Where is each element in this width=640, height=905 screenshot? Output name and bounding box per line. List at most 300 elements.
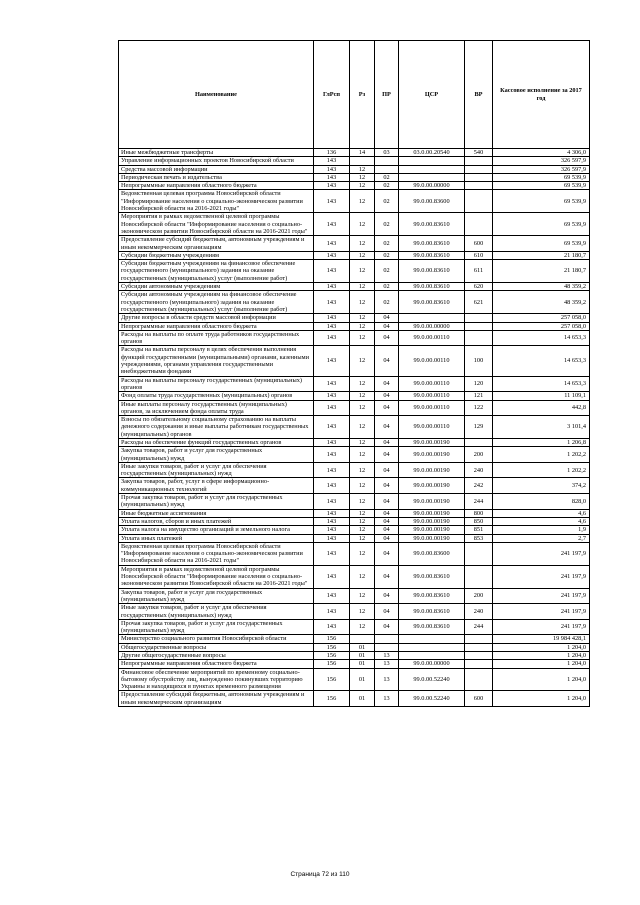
cell-name: Субсидии бюджетным учреждениям xyxy=(119,251,314,259)
cell-vr xyxy=(465,438,493,446)
cell-pr: 04 xyxy=(375,314,399,322)
cell-grs: 143 xyxy=(314,376,350,392)
cell-rz: 12 xyxy=(350,416,375,439)
cell-rz: 12 xyxy=(350,588,375,604)
cell-vr xyxy=(465,660,493,668)
cell-name: Общегосударственные вопросы xyxy=(119,643,314,651)
table-row xyxy=(119,322,590,330)
cell-sum: 69 539,9 xyxy=(493,213,590,236)
cell-csr: 99.0.00.83610 xyxy=(399,291,465,314)
cell-grs: 156 xyxy=(314,635,350,643)
cell-grs: 143 xyxy=(314,190,350,213)
cell-sum: 241 197,9 xyxy=(493,542,590,565)
cell-grs: 156 xyxy=(314,668,350,691)
cell-pr: 02 xyxy=(375,283,399,291)
cell-csr: 99.0.00.00110 xyxy=(399,346,465,376)
cell-vr xyxy=(465,652,493,660)
cell-sum: 241 197,9 xyxy=(493,619,590,635)
cell-rz: 12 xyxy=(350,447,375,463)
cell-vr: 129 xyxy=(465,416,493,439)
cell-csr: 99.0.00.00110 xyxy=(399,330,465,346)
cell-sum: 828,0 xyxy=(493,494,590,510)
cell-pr: 04 xyxy=(375,565,399,588)
cell-pr: 02 xyxy=(375,236,399,252)
cell-grs: 143 xyxy=(314,494,350,510)
cell-rz: 12 xyxy=(350,330,375,346)
cell-sum: 1 204,0 xyxy=(493,668,590,691)
table-row xyxy=(119,182,590,190)
cell-rz: 01 xyxy=(350,652,375,660)
cell-csr: 99.0.00.00110 xyxy=(399,416,465,439)
cell-name: Непрограммные направления областного бюджета xyxy=(119,660,314,668)
table-row xyxy=(119,157,590,165)
cell-csr xyxy=(399,635,465,643)
cell-grs: 143 xyxy=(314,462,350,478)
cell-sum: 69 539,9 xyxy=(493,236,590,252)
table-row xyxy=(119,438,590,446)
cell-grs: 143 xyxy=(314,157,350,165)
cell-name: Периодическая печать и издательства xyxy=(119,173,314,181)
cell-rz: 12 xyxy=(350,565,375,588)
cell-rz: 12 xyxy=(350,509,375,517)
cell-vr xyxy=(465,643,493,651)
cell-sum: 257 058,0 xyxy=(493,314,590,322)
cell-pr: 04 xyxy=(375,416,399,439)
cell-vr: 851 xyxy=(465,526,493,534)
header-csr: ЦСР xyxy=(399,41,465,149)
cell-csr: 99.0.00.83610 xyxy=(399,565,465,588)
cell-pr xyxy=(375,635,399,643)
cell-rz xyxy=(350,635,375,643)
cell-sum: 374,2 xyxy=(493,478,590,494)
cell-pr: 04 xyxy=(375,330,399,346)
header-grs: ГлРсп xyxy=(314,41,350,149)
cell-sum: 1 204,0 xyxy=(493,643,590,651)
cell-name: Ведомственная целевая программа Новосибирской области "Информирование населения о социально-экономическом развитии Новосибирской области на 2016-2021 годы" xyxy=(119,190,314,213)
cell-sum: 4 306,0 xyxy=(493,149,590,157)
cell-rz: 12 xyxy=(350,400,375,416)
cell-rz: 12 xyxy=(350,392,375,400)
cell-name: Мероприятия в рамках ведомственной целевой программы Новосибирской области "Информирование населения о социально-экономическом развитии Новосибирской области на 2016-2021 годы" xyxy=(119,213,314,236)
cell-vr xyxy=(465,635,493,643)
table-row xyxy=(119,260,590,283)
cell-name: Прочая закупка товаров, работ и услуг для государственных (муниципальных) нужд xyxy=(119,494,314,510)
cell-vr xyxy=(465,565,493,588)
cell-csr: 99.0.00.00190 xyxy=(399,462,465,478)
cell-vr xyxy=(465,314,493,322)
table-row xyxy=(119,251,590,259)
cell-grs: 143 xyxy=(314,534,350,542)
cell-sum: 1 204,0 xyxy=(493,660,590,668)
cell-sum: 11 109,1 xyxy=(493,392,590,400)
cell-pr xyxy=(375,643,399,651)
header-rz: Рз xyxy=(350,41,375,149)
table-row xyxy=(119,604,590,620)
cell-csr: 99.0.00.83610 xyxy=(399,213,465,236)
page-number: Страница 72 из 110 xyxy=(290,871,350,878)
cell-csr: 99.0.00.00190 xyxy=(399,509,465,517)
cell-csr: 99.0.00.83600 xyxy=(399,190,465,213)
table-row xyxy=(119,236,590,252)
cell-rz: 12 xyxy=(350,173,375,181)
cell-pr: 04 xyxy=(375,438,399,446)
cell-grs: 143 xyxy=(314,509,350,517)
cell-grs: 156 xyxy=(314,691,350,707)
cell-sum: 21 180,7 xyxy=(493,260,590,283)
cell-sum: 4,6 xyxy=(493,517,590,525)
cell-pr: 04 xyxy=(375,322,399,330)
cell-csr: 99.0.00.00190 xyxy=(399,447,465,463)
cell-grs: 156 xyxy=(314,652,350,660)
table-row xyxy=(119,330,590,346)
cell-grs: 143 xyxy=(314,182,350,190)
cell-name: Закупка товаров, работ, услуг в сфере информационно-коммуникационных технологий xyxy=(119,478,314,494)
cell-grs: 143 xyxy=(314,542,350,565)
cell-vr xyxy=(465,213,493,236)
cell-grs: 143 xyxy=(314,416,350,439)
cell-grs: 143 xyxy=(314,173,350,181)
table-row xyxy=(119,291,590,314)
table-row xyxy=(119,660,590,668)
cell-pr: 02 xyxy=(375,213,399,236)
cell-grs: 143 xyxy=(314,438,350,446)
cell-csr: 99.0.00.83610 xyxy=(399,236,465,252)
table-row xyxy=(119,494,590,510)
cell-sum: 69 539,9 xyxy=(493,173,590,181)
cell-sum: 1 206,8 xyxy=(493,438,590,446)
cell-name: Иные бюджетные ассигнования xyxy=(119,509,314,517)
cell-name: Субсидии автономным учреждениям на финансовое обеспечение государственного (муниципального) задания на оказание государственных (муниципальных) услуг (выполнение работ) xyxy=(119,291,314,314)
cell-pr: 04 xyxy=(375,400,399,416)
cell-csr xyxy=(399,643,465,651)
table-row xyxy=(119,149,590,157)
cell-rz: 12 xyxy=(350,534,375,542)
cell-grs: 143 xyxy=(314,213,350,236)
cell-grs: 156 xyxy=(314,660,350,668)
cell-pr: 02 xyxy=(375,190,399,213)
cell-name: Ведомственная целевая программа Новосибирской области "Информирование населения о социально-экономическом развитии Новосибирской области на 2016-2021 годы" xyxy=(119,542,314,565)
cell-pr: 13 xyxy=(375,652,399,660)
cell-csr: 99.0.00.00110 xyxy=(399,392,465,400)
table-row xyxy=(119,643,590,651)
cell-pr: 04 xyxy=(375,509,399,517)
cell-csr: 99.0.00.83610 xyxy=(399,588,465,604)
table-row xyxy=(119,509,590,517)
cell-sum: 48 359,2 xyxy=(493,291,590,314)
cell-vr: 242 xyxy=(465,478,493,494)
cell-sum: 326 597,9 xyxy=(493,165,590,173)
cell-pr: 02 xyxy=(375,173,399,181)
cell-sum: 241 197,9 xyxy=(493,565,590,588)
cell-vr: 122 xyxy=(465,400,493,416)
table-row xyxy=(119,283,590,291)
table-row xyxy=(119,534,590,542)
cell-grs: 143 xyxy=(314,346,350,376)
cell-sum: 241 197,9 xyxy=(493,588,590,604)
cell-pr: 04 xyxy=(375,494,399,510)
cell-rz: 12 xyxy=(350,346,375,376)
cell-sum: 241 197,9 xyxy=(493,604,590,620)
cell-vr: 620 xyxy=(465,283,493,291)
cell-vr: 540 xyxy=(465,149,493,157)
cell-sum: 1 204,0 xyxy=(493,652,590,660)
cell-sum: 326 597,9 xyxy=(493,157,590,165)
cell-grs: 143 xyxy=(314,619,350,635)
cell-pr: 04 xyxy=(375,526,399,534)
cell-pr: 13 xyxy=(375,660,399,668)
cell-pr: 04 xyxy=(375,588,399,604)
cell-grs: 143 xyxy=(314,392,350,400)
cell-csr: 99.0.00.00110 xyxy=(399,400,465,416)
cell-name: Предоставление субсидий бюджетным, автономным учреждениям и иным некоммерческим организациям xyxy=(119,236,314,252)
table-row xyxy=(119,165,590,173)
cell-name: Иные закупки товаров, работ и услуг для обеспечения государственных (муниципальных) нужд xyxy=(119,462,314,478)
table-row xyxy=(119,416,590,439)
cell-rz: 12 xyxy=(350,462,375,478)
cell-vr xyxy=(465,165,493,173)
cell-grs: 143 xyxy=(314,283,350,291)
table-row xyxy=(119,462,590,478)
cell-vr xyxy=(465,330,493,346)
cell-rz: 12 xyxy=(350,376,375,392)
cell-rz: 12 xyxy=(350,190,375,213)
cell-sum: 4,6 xyxy=(493,509,590,517)
cell-name: Иные выплаты персоналу государственных (муниципальных) органов, за исключением фонда оплаты труда xyxy=(119,400,314,416)
cell-name: Взносы по обязательному социальному страхованию на выплаты денежного содержания и иные выплаты работникам государственных (муниципальных) органов xyxy=(119,416,314,439)
cell-vr: 100 xyxy=(465,346,493,376)
cell-csr: 99.0.00.00000 xyxy=(399,182,465,190)
cell-name: Закупка товаров, работ и услуг для государственных (муниципальных) нужд xyxy=(119,588,314,604)
cell-name: Субсидии автономным учреждениям xyxy=(119,283,314,291)
cell-csr: 99.0.00.83610 xyxy=(399,251,465,259)
cell-sum: 21 180,7 xyxy=(493,251,590,259)
cell-pr: 04 xyxy=(375,392,399,400)
cell-rz: 12 xyxy=(350,322,375,330)
cell-vr xyxy=(465,542,493,565)
cell-rz: 12 xyxy=(350,542,375,565)
cell-rz: 14 xyxy=(350,149,375,157)
cell-rz: 12 xyxy=(350,260,375,283)
cell-sum: 1,9 xyxy=(493,526,590,534)
cell-vr: 600 xyxy=(465,691,493,707)
table-row xyxy=(119,392,590,400)
cell-pr xyxy=(375,157,399,165)
cell-csr: 99.0.00.00190 xyxy=(399,517,465,525)
cell-pr: 13 xyxy=(375,691,399,707)
table-row xyxy=(119,652,590,660)
cell-name: Другие вопросы в области средств массовой информации xyxy=(119,314,314,322)
cell-vr: 244 xyxy=(465,494,493,510)
cell-csr: 99.0.00.00190 xyxy=(399,526,465,534)
cell-sum: 257 058,0 xyxy=(493,322,590,330)
cell-csr: 99.0.00.00190 xyxy=(399,478,465,494)
cell-name: Расходы на обеспечение функций государственных органов xyxy=(119,438,314,446)
cell-csr xyxy=(399,157,465,165)
cell-vr: 121 xyxy=(465,392,493,400)
cell-sum: 14 653,3 xyxy=(493,330,590,346)
cell-csr: 99.0.00.00190 xyxy=(399,494,465,510)
cell-pr: 02 xyxy=(375,260,399,283)
cell-vr xyxy=(465,173,493,181)
cell-pr: 02 xyxy=(375,182,399,190)
cell-rz: 01 xyxy=(350,660,375,668)
cell-name: Непрограммные направления областного бюджета xyxy=(119,322,314,330)
cell-vr: 120 xyxy=(465,376,493,392)
cell-csr: 99.0.00.00000 xyxy=(399,660,465,668)
budget-table xyxy=(118,40,590,707)
cell-vr: 244 xyxy=(465,619,493,635)
cell-sum: 2,7 xyxy=(493,534,590,542)
cell-csr: 99.0.00.52240 xyxy=(399,691,465,707)
cell-name: Уплата налога на имущество организаций и земельного налога xyxy=(119,526,314,534)
table-body xyxy=(119,149,590,707)
cell-sum: 14 653,3 xyxy=(493,346,590,376)
cell-name: Другие общегосударственные вопросы xyxy=(119,652,314,660)
cell-name: Министерство социального развития Новосибирской области xyxy=(119,635,314,643)
cell-rz: 12 xyxy=(350,314,375,322)
table-row xyxy=(119,478,590,494)
cell-grs: 143 xyxy=(314,251,350,259)
cell-grs: 143 xyxy=(314,330,350,346)
cell-name: Уплата иных платежей xyxy=(119,534,314,542)
table-row xyxy=(119,588,590,604)
cell-pr: 13 xyxy=(375,668,399,691)
cell-vr: 610 xyxy=(465,251,493,259)
cell-grs: 143 xyxy=(314,236,350,252)
header-vr: ВР xyxy=(465,41,493,149)
cell-sum: 442,8 xyxy=(493,400,590,416)
cell-csr: 99.0.00.83610 xyxy=(399,260,465,283)
cell-pr xyxy=(375,165,399,173)
cell-csr: 99.0.00.00190 xyxy=(399,534,465,542)
cell-vr: 240 xyxy=(465,604,493,620)
cell-grs: 143 xyxy=(314,588,350,604)
cell-vr xyxy=(465,157,493,165)
cell-name: Субсидии бюджетным учреждениям на финансовое обеспечение государственного (муниципального) задания на оказание государственных (муниципальных) услуг (выполнение работ) xyxy=(119,260,314,283)
table-row xyxy=(119,346,590,376)
cell-rz: 01 xyxy=(350,643,375,651)
cell-pr: 04 xyxy=(375,478,399,494)
cell-csr xyxy=(399,165,465,173)
cell-grs: 143 xyxy=(314,322,350,330)
header-sum: Кассовое исполнение за 2017 год xyxy=(493,41,590,149)
cell-pr: 04 xyxy=(375,376,399,392)
cell-vr xyxy=(465,668,493,691)
cell-csr: 99.0.00.00000 xyxy=(399,322,465,330)
cell-vr xyxy=(465,322,493,330)
cell-rz: 12 xyxy=(350,283,375,291)
cell-rz: 12 xyxy=(350,213,375,236)
cell-name: Предоставление субсидий бюджетным, автономным учреждениям и иным некоммерческим организациям xyxy=(119,691,314,707)
cell-grs: 143 xyxy=(314,314,350,322)
cell-rz: 12 xyxy=(350,182,375,190)
header-name: Наименование xyxy=(119,41,314,149)
cell-name: Закупка товаров, работ и услуг для государственных (муниципальных) нужд xyxy=(119,447,314,463)
header-pr: ПР xyxy=(375,41,399,149)
cell-vr: 853 xyxy=(465,534,493,542)
cell-rz: 01 xyxy=(350,691,375,707)
cell-vr: 200 xyxy=(465,588,493,604)
cell-sum: 69 539,9 xyxy=(493,182,590,190)
cell-rz: 12 xyxy=(350,438,375,446)
cell-name: Уплата налогов, сборов и иных платежей xyxy=(119,517,314,525)
cell-grs: 143 xyxy=(314,447,350,463)
table-row xyxy=(119,526,590,534)
cell-csr: 99.0.00.83610 xyxy=(399,619,465,635)
cell-vr: 800 xyxy=(465,509,493,517)
cell-pr: 04 xyxy=(375,534,399,542)
cell-csr: 03.0.00.20540 xyxy=(399,149,465,157)
cell-rz: 12 xyxy=(350,517,375,525)
cell-rz: 12 xyxy=(350,291,375,314)
cell-pr: 04 xyxy=(375,517,399,525)
cell-vr: 240 xyxy=(465,462,493,478)
cell-name: Финансовое обеспечение мероприятий по временному социально-бытовому обустройству лиц, вынужденно покинувших территорию Украины и находящихся в пунктах временного размещения xyxy=(119,668,314,691)
table-row xyxy=(119,542,590,565)
cell-pr: 04 xyxy=(375,447,399,463)
table-row xyxy=(119,376,590,392)
cell-sum: 19 984 428,1 xyxy=(493,635,590,643)
table-row xyxy=(119,517,590,525)
table-row xyxy=(119,400,590,416)
cell-name: Расходы на выплаты персоналу в целях обеспечения выполнения функций государственными (муниципальными) органами, казенными учреждениями, органами управления государственными внебюджетными фондами xyxy=(119,346,314,376)
cell-csr: 99.0.00.52240 xyxy=(399,668,465,691)
cell-name: Прочая закупка товаров, работ и услуг для государственных (муниципальных) нужд xyxy=(119,619,314,635)
cell-name: Мероприятия в рамках ведомственной целевой программы Новосибирской области "Информирование населения о социально-экономическом развитии Новосибирской области на 2016-2021 годы" xyxy=(119,565,314,588)
cell-grs: 143 xyxy=(314,526,350,534)
cell-vr: 200 xyxy=(465,447,493,463)
table-row xyxy=(119,619,590,635)
cell-grs: 143 xyxy=(314,478,350,494)
cell-sum: 1 202,2 xyxy=(493,447,590,463)
cell-name: Управление информационных проектов Новосибирской области xyxy=(119,157,314,165)
cell-vr: 621 xyxy=(465,291,493,314)
cell-name: Иные закупки товаров, работ и услуг для обеспечения государственных (муниципальных) нужд xyxy=(119,604,314,620)
cell-rz: 12 xyxy=(350,526,375,534)
table-row xyxy=(119,565,590,588)
cell-pr: 02 xyxy=(375,251,399,259)
table-row xyxy=(119,190,590,213)
cell-vr: 600 xyxy=(465,236,493,252)
table-row xyxy=(119,668,590,691)
cell-csr xyxy=(399,652,465,660)
table-row xyxy=(119,314,590,322)
cell-vr xyxy=(465,190,493,213)
cell-grs: 136 xyxy=(314,149,350,157)
cell-csr: 99.0.00.83600 xyxy=(399,542,465,565)
table-row xyxy=(119,447,590,463)
cell-vr: 850 xyxy=(465,517,493,525)
cell-sum: 1 202,2 xyxy=(493,462,590,478)
cell-rz xyxy=(350,157,375,165)
cell-grs: 143 xyxy=(314,604,350,620)
cell-grs: 143 xyxy=(314,291,350,314)
cell-pr: 04 xyxy=(375,619,399,635)
cell-grs: 143 xyxy=(314,165,350,173)
cell-rz: 12 xyxy=(350,604,375,620)
cell-rz: 12 xyxy=(350,478,375,494)
cell-rz: 12 xyxy=(350,494,375,510)
cell-csr: 99.0.00.00190 xyxy=(399,438,465,446)
cell-pr: 02 xyxy=(375,291,399,314)
cell-rz: 12 xyxy=(350,165,375,173)
table-row xyxy=(119,213,590,236)
cell-csr xyxy=(399,314,465,322)
cell-grs: 143 xyxy=(314,400,350,416)
cell-vr: 611 xyxy=(465,260,493,283)
cell-csr: 99.0.00.00110 xyxy=(399,376,465,392)
cell-vr xyxy=(465,182,493,190)
